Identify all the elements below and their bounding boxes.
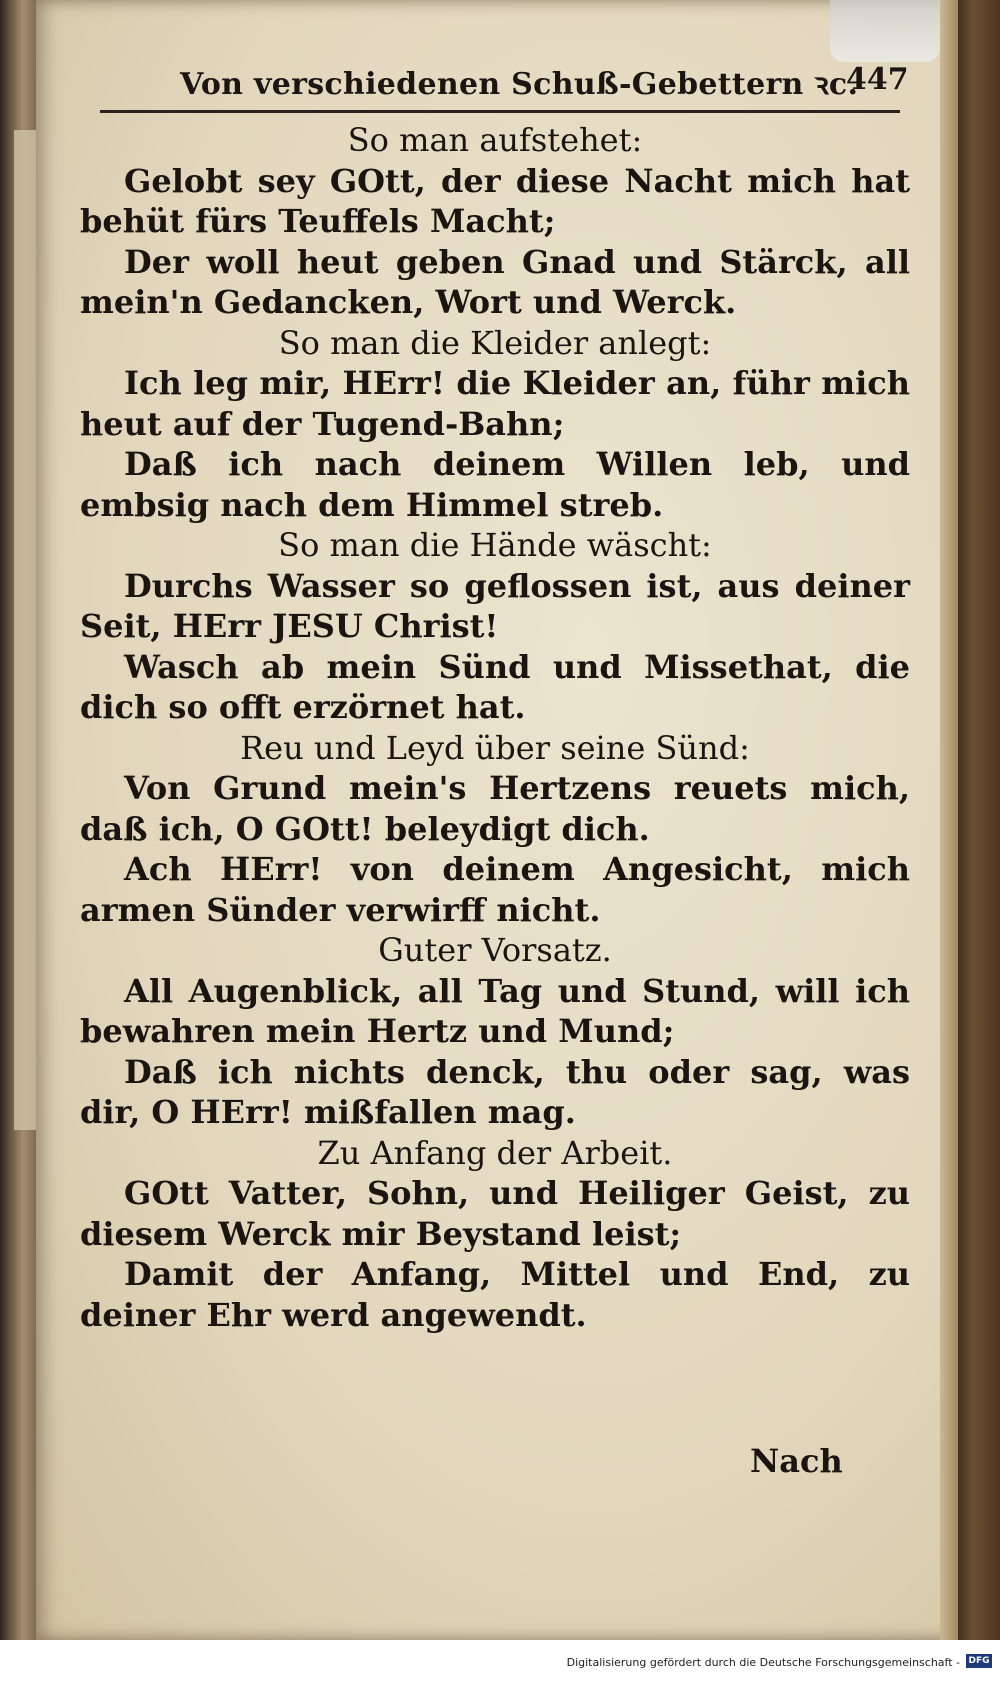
verse: Daß ich nichts denck, thu oder sag, was dir, O HErr! mißfallen mag.: [80, 1052, 910, 1131]
dfg-logo: DFG: [966, 1654, 992, 1668]
section: [80, 120, 910, 323]
verse: Durchs Wasser so geflossen ist, aus deiner Seit, HErr JESU Christ!: [80, 566, 910, 645]
verse: GOtt Vatter, Sohn, und Heiliger Geist, zu diesem Werck mir Beystand leist;: [80, 1174, 910, 1253]
page-fore-edge: [940, 0, 958, 1640]
section-heading: So man die Hände wäscht:: [278, 526, 712, 564]
section: [80, 728, 910, 931]
verse: Von Grund mein's Hertzens reuets mich, daß ich, O GOtt! beleydigt dich.: [80, 769, 910, 848]
section-heading: So man aufstehet:: [347, 121, 643, 159]
verse: Ich leg mir, HErr! die Kleider an, führ mich heut auf der Tugend-Bahn;: [80, 364, 910, 443]
prayer-text: [80, 120, 910, 1335]
section-heading: So man die Kleider anlegt:: [278, 323, 712, 362]
book-cover-edge: [955, 0, 1000, 1640]
section: [80, 930, 910, 1133]
page-clip: [830, 0, 940, 62]
running-head: Von verschiedenen Schuß-Gebettern ꝛc.: [180, 67, 859, 102]
verse: Damit der Anfang, Mittel und End, zu deiner Ehr werd angewendt.: [80, 1255, 910, 1334]
section-heading: Zu Anfang der Arbeit.: [317, 1133, 673, 1172]
section: [80, 1133, 910, 1336]
section-heading: Guter Vorsatz.: [378, 931, 612, 969]
catchword: Nach: [750, 1442, 843, 1480]
verse: Der woll heut geben Gnad und Stärck, all mein'n Gedancken, Wort und Werck.: [80, 242, 910, 321]
section: [80, 525, 910, 728]
verse: All Augenblick, all Tag und Stund, will ich bewahren mein Hertz und Mund;: [80, 971, 910, 1050]
verse: Daß ich nach deinem Willen leb, und embsig nach dem Himmel streb.: [80, 445, 910, 524]
page-number: 447: [846, 62, 909, 97]
verse: Wasch ab mein Sünd und Missethat, die dich so offt erzörnet hat.: [80, 647, 910, 726]
section-heading: Reu und Leyd über seine Sünd:: [240, 728, 750, 767]
verse: Gelobt sey GOtt, der diese Nacht mich hat behüt fürs Teuffels Macht;: [80, 161, 910, 240]
header-rule: [100, 110, 900, 113]
page-header: [100, 62, 909, 108]
verse: Ach HErr! von deinem Angesicht, mich armen Sünder verwirff nicht.: [80, 850, 910, 929]
footer-bar: [0, 1640, 1000, 1695]
section: [80, 323, 910, 526]
funding-credit: Digitalisierung gefördert durch die Deutsche Forschungsgemeinschaft -: [566, 1656, 960, 1669]
